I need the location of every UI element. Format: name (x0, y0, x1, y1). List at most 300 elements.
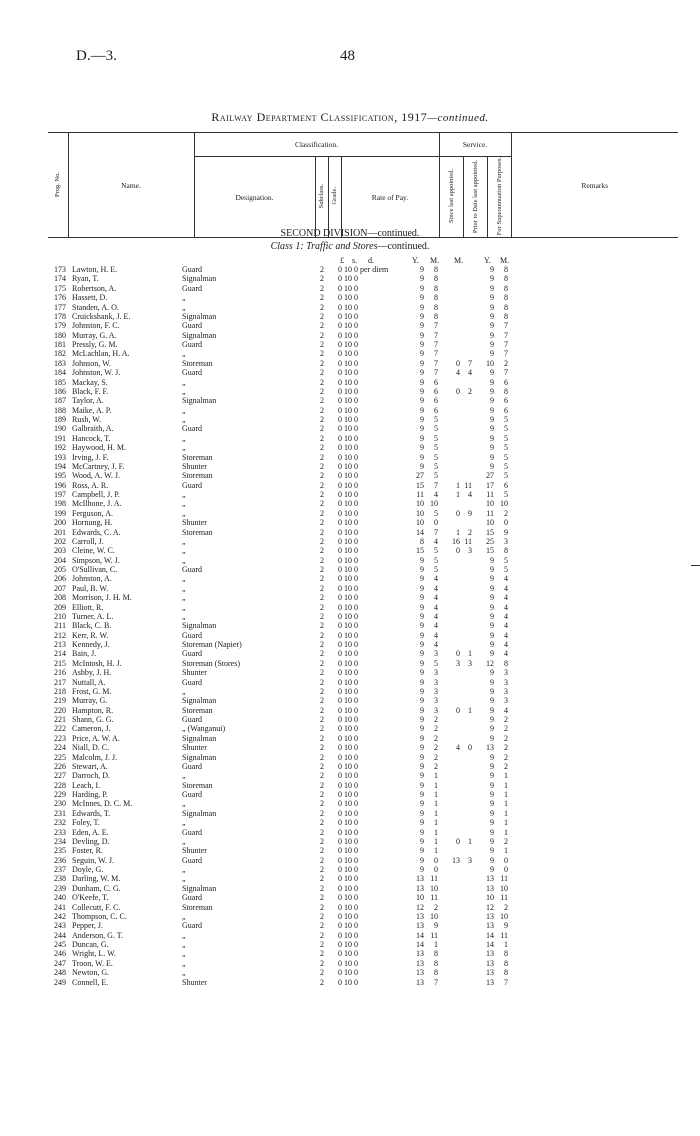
cell-pay: 0 10 0 (338, 546, 358, 556)
cell-no: 197 (54, 490, 66, 499)
cell-sub: 2 (320, 893, 324, 903)
cell-no: 188 (54, 405, 66, 415)
cell-desig: Guard (182, 368, 202, 378)
cell-y1: 11 (416, 490, 424, 499)
cell-y3: 9 (490, 677, 494, 687)
cell-y3: 9 (490, 330, 494, 340)
cell-m3: 6 (504, 405, 508, 415)
table-row (48, 518, 668, 527)
cell-y1: 9 (420, 790, 424, 799)
cell-m3: 8 (504, 949, 508, 959)
cell-y3: 9 (490, 311, 494, 321)
cell-m3: 11 (500, 930, 508, 940)
cell-no: 185 (54, 377, 66, 387)
table-row (48, 931, 668, 940)
cell-desig: Guard (182, 893, 202, 903)
cell-desig: Signalman (182, 752, 217, 762)
cell-y1: 9 (420, 452, 424, 462)
cell-desig: Shunter (182, 846, 207, 856)
cell-m3: 0 (504, 518, 508, 528)
cell-m3: 3 (504, 686, 508, 696)
cell-name: Kerr, R. W. (72, 630, 109, 640)
cell-name: Black, C. B. (72, 621, 112, 631)
cell-sub: 2 (320, 274, 324, 284)
cell-desig: „ (182, 443, 186, 453)
cell-y3: 9 (490, 780, 494, 790)
cell-no: 211 (54, 621, 66, 631)
cell-y1: 9 (420, 293, 424, 303)
cell-y3: 9 (490, 386, 494, 396)
cell-name: Hornung, H. (72, 518, 113, 528)
cell-y1: 13 (416, 958, 424, 968)
cell-name: Campbell, J. P. (72, 490, 120, 499)
table-row (48, 312, 668, 321)
cell-name: Devling, D. (72, 836, 110, 846)
cell-name: Harding, P. (72, 790, 108, 799)
cell-m1: 1 (434, 799, 438, 809)
cell-m3: 2 (504, 743, 508, 753)
cell-m1: 1 (434, 827, 438, 837)
cell-sub: 2 (320, 640, 324, 649)
cell-no: 234 (54, 836, 66, 846)
cell-pay: 0 10 0 (338, 715, 358, 724)
cell-y3: 27 (486, 471, 494, 481)
cell-pay: 0 10 0 (338, 640, 358, 649)
cell-no: 182 (54, 349, 66, 359)
cell-pay: 0 10 0 (338, 949, 358, 959)
cell-y3: 9 (490, 715, 494, 724)
cell-sub: 2 (320, 340, 324, 349)
cell-m3: 2 (504, 733, 508, 743)
cell-y1: 9 (420, 705, 424, 715)
cell-m1: 6 (434, 405, 438, 415)
cell-sub: 2 (320, 846, 324, 856)
cell-no: 194 (54, 461, 66, 471)
table-row (48, 603, 668, 612)
cell-name: Pepper, J. (72, 921, 104, 931)
cell-m2: 4 (468, 368, 472, 378)
cell-y3: 9 (490, 668, 494, 678)
cell-no: 212 (54, 630, 66, 640)
cell-m1: 4 (434, 602, 438, 612)
cell-desig: „ (182, 415, 186, 424)
cell-y3: 13 (486, 968, 494, 978)
cell-y1: 9 (420, 818, 424, 828)
cell-no: 221 (54, 715, 66, 724)
cell-y3: 13 (486, 949, 494, 959)
cell-sub: 2 (320, 836, 324, 846)
cell-no: 222 (54, 724, 66, 734)
cell-sub: 2 (320, 780, 324, 790)
cell-y3: 9 (490, 265, 494, 274)
cell-y1: 9 (420, 827, 424, 837)
cell-sub: 2 (320, 433, 324, 443)
cell-pay: 0 10 0 (338, 940, 358, 949)
cell-name: Elliott, R. (72, 602, 104, 612)
table-row (48, 631, 668, 640)
cell-sub: 2 (320, 630, 324, 640)
cell-pay: 0 10 0 (338, 827, 358, 837)
cell-name: Johnston, F. C. (72, 321, 120, 331)
cell-m3: 8 (504, 658, 508, 668)
cell-desig: „ (Wanganui) (182, 724, 226, 734)
cell-m1: 4 (434, 583, 438, 593)
cell-m1: 10 (430, 883, 438, 893)
cell-pay: 0 10 0 (338, 471, 358, 481)
cell-desig: Guard (182, 677, 202, 687)
cell-m1: 8 (434, 274, 438, 284)
cell-desig: Shunter (182, 743, 207, 753)
cell-desig: Storeman (Napier) (182, 640, 242, 649)
cell-no: 237 (54, 865, 66, 874)
cell-pay: 0 10 0 (338, 274, 358, 284)
cell-m3: 8 (504, 958, 508, 968)
superannuation-header: For Superannuation Purposes. (487, 157, 511, 238)
cell-y3: 9 (490, 696, 494, 706)
cell-desig: Guard (182, 649, 202, 659)
cell-no: 187 (54, 396, 66, 406)
cell-desig: Guard (182, 283, 202, 293)
cell-pay: 0 10 0 (338, 461, 358, 471)
cell-y1: 9 (420, 677, 424, 687)
cell-name: Simpson, W. J. (72, 555, 120, 565)
cell-pay: 0 10 0 (338, 311, 358, 321)
cell-no: 200 (54, 518, 66, 528)
cell-no: 245 (54, 940, 66, 949)
cell-m1: 4 (434, 593, 438, 603)
cell-sub: 2 (320, 902, 324, 912)
cell-y3: 9 (490, 368, 494, 378)
cell-name: Darroch, D. (72, 771, 110, 781)
cell-name: Black, F. F. (72, 386, 109, 396)
cell-m3: 11 (500, 893, 508, 903)
cell-desig: „ (182, 490, 186, 499)
cell-m3: 8 (504, 293, 508, 303)
cell-y3: 9 (490, 274, 494, 284)
table-row (48, 818, 668, 827)
service-header: Service. (439, 133, 511, 157)
cell-sub: 2 (320, 790, 324, 799)
cell-desig: Storeman (182, 902, 213, 912)
cell-y3: 9 (490, 574, 494, 584)
cell-m1: 1 (434, 808, 438, 818)
unit-pence: d. (368, 256, 374, 265)
cell-no: 217 (54, 677, 66, 687)
cell-sub: 2 (320, 677, 324, 687)
cell-m1: 2 (434, 733, 438, 743)
table-row (48, 546, 668, 555)
cell-name: Stewart, A. (72, 761, 108, 771)
cell-y3: 9 (490, 593, 494, 603)
cell-name: Shann, G. G. (72, 715, 114, 724)
cell-name: Rush, W. (72, 415, 102, 424)
cell-pay: 0 10 0 (338, 968, 358, 978)
cell-no: 233 (54, 827, 66, 837)
cell-m1: 7 (434, 358, 438, 368)
cell-m3: 8 (504, 302, 508, 312)
cell-pay: 0 10 0 (338, 658, 358, 668)
cell-y3: 9 (490, 818, 494, 828)
cell-no: 230 (54, 799, 66, 809)
column-header-table (48, 132, 678, 238)
table-row (48, 940, 668, 949)
cell-y1: 9 (420, 283, 424, 293)
cell-m1: 7 (434, 330, 438, 340)
cell-no: 225 (54, 752, 66, 762)
cell-y1: 10 (416, 518, 424, 528)
cell-y3: 9 (490, 808, 494, 818)
cell-m3: 4 (504, 611, 508, 621)
cell-m3: 7 (504, 977, 508, 987)
cell-no: 184 (54, 368, 66, 378)
cell-name: Foley, T. (72, 818, 100, 828)
cell-m3: 5 (504, 471, 508, 481)
cell-y1: 9 (420, 424, 424, 434)
cell-sub: 2 (320, 330, 324, 340)
cell-name: Edwards, T. (72, 808, 111, 818)
cell-y1: 14 (416, 940, 424, 949)
cell-m2: 4 (468, 490, 472, 499)
table-row (48, 968, 668, 977)
cell-no: 199 (54, 508, 66, 518)
cell-y1: 9 (420, 630, 424, 640)
cell-m3: 5 (504, 433, 508, 443)
cell-name: Bain, J. (72, 649, 97, 659)
table-row (48, 978, 668, 987)
cell-y1: 9 (420, 433, 424, 443)
prog-no-header: Prog. No. (48, 133, 68, 238)
cell-sub: 2 (320, 715, 324, 724)
cell-y3: 12 (486, 658, 494, 668)
cell-y3: 11 (486, 508, 494, 518)
cell-y1: 9 (420, 752, 424, 762)
cell-y2: 4 (456, 368, 460, 378)
cell-y3: 9 (490, 321, 494, 331)
cell-name: McInnes, D. C. M. (72, 799, 133, 809)
table-row (48, 696, 668, 705)
table-row (48, 790, 668, 799)
cell-y1: 9 (420, 724, 424, 734)
cell-y1: 9 (420, 265, 424, 274)
cell-pay: 0 10 0 (338, 340, 358, 349)
cell-name: Hassett, D. (72, 293, 108, 303)
cell-y1: 9 (420, 368, 424, 378)
table-row (48, 724, 668, 733)
cell-m1: 8 (434, 293, 438, 303)
cell-y3: 13 (486, 977, 494, 987)
cell-name: Ferguson, A. (72, 508, 113, 518)
cell-y1: 9 (420, 461, 424, 471)
cell-y2: 16 (452, 536, 460, 546)
cell-y3: 9 (490, 424, 494, 434)
cell-desig: Guard (182, 790, 202, 799)
cell-name: Foster, R. (72, 846, 104, 856)
cell-name: Haywood, H. M. (72, 443, 126, 453)
table-row (48, 443, 668, 452)
cell-no: 231 (54, 808, 66, 818)
cell-y3: 11 (486, 490, 494, 499)
cell-y3: 9 (490, 433, 494, 443)
cell-m1: 0 (434, 855, 438, 865)
cell-desig: „ (182, 930, 186, 940)
cell-no: 195 (54, 471, 66, 481)
cell-sub: 2 (320, 968, 324, 978)
cell-y2: 0 (456, 649, 460, 659)
cell-name: Ryan, T. (72, 274, 99, 284)
cell-name: Irving, J. F. (72, 452, 109, 462)
cell-no: 218 (54, 686, 66, 696)
cell-name: Murray, G. (72, 696, 108, 706)
cell-sub: 2 (320, 977, 324, 987)
cell-desig: Guard (182, 715, 202, 724)
cell-desig: Storeman (182, 452, 213, 462)
cell-pay: 0 10 0 (338, 349, 358, 359)
cell-y3: 9 (490, 302, 494, 312)
cell-y1: 13 (416, 949, 424, 959)
cell-name: Malcolm, J. J. (72, 752, 118, 762)
cell-desig: „ (182, 574, 186, 584)
cell-desig: „ (182, 968, 186, 978)
cell-m3: 7 (504, 340, 508, 349)
cell-no: 226 (54, 761, 66, 771)
name-header: Name. (68, 133, 194, 238)
cell-m3: 1 (504, 771, 508, 781)
cell-sub: 2 (320, 949, 324, 959)
cell-y3: 17 (486, 480, 494, 490)
cell-no: 244 (54, 930, 66, 940)
cell-no: 224 (54, 743, 66, 753)
table-row (48, 349, 668, 358)
cell-name: Galbraith, A. (72, 424, 114, 434)
cell-desig: „ (182, 546, 186, 556)
cell-sub: 2 (320, 368, 324, 378)
cell-m3: 2 (504, 724, 508, 734)
cell-y2: 1 (456, 490, 460, 499)
cell-m1: 10 (430, 911, 438, 921)
cell-y1: 13 (416, 883, 424, 893)
cell-no: 232 (54, 818, 66, 828)
cell-y1: 13 (416, 911, 424, 921)
cell-m3: 9 (504, 527, 508, 537)
cell-pay: 0 10 0 (338, 443, 358, 453)
cell-desig: „ (182, 583, 186, 593)
cell-sub: 2 (320, 621, 324, 631)
table-row (48, 678, 668, 687)
cell-desig: Storeman (182, 705, 213, 715)
cell-name: Collecutt, F. C. (72, 902, 121, 912)
cell-m1: 5 (434, 433, 438, 443)
cell-name: Johnston, A. (72, 574, 112, 584)
cell-pay: 0 10 0 (338, 302, 358, 312)
cell-sub: 2 (320, 799, 324, 809)
cell-m1: 10 (430, 499, 438, 509)
cell-sub: 2 (320, 593, 324, 603)
cell-y1: 9 (420, 658, 424, 668)
cell-m3: 7 (504, 321, 508, 331)
cell-name: Newton, G. (72, 968, 110, 978)
cell-m1: 4 (434, 621, 438, 631)
cell-desig: „ (182, 836, 186, 846)
cell-y3: 9 (490, 649, 494, 659)
cell-m3: 7 (504, 368, 508, 378)
rate-of-pay-header: Rate of Pay. (341, 157, 439, 238)
cell-m1: 7 (434, 527, 438, 537)
cell-m1: 4 (434, 630, 438, 640)
designation-header: Designation. (194, 157, 315, 238)
cell-name: Ross, A. R. (72, 480, 109, 490)
cell-pay: 0 10 0 (338, 415, 358, 424)
cell-pay: 0 10 0 (338, 358, 358, 368)
since-last-header: Since last appointed. (439, 157, 463, 238)
cell-m2: 3 (468, 855, 472, 865)
cell-pay: 0 10 0 (338, 536, 358, 546)
table-row (48, 293, 668, 302)
cell-name: McCartney, J. F. (72, 461, 125, 471)
cell-y1: 9 (420, 330, 424, 340)
cell-m3: 8 (504, 386, 508, 396)
cell-no: 242 (54, 911, 66, 921)
cell-desig: „ (182, 593, 186, 603)
cell-y1: 9 (420, 761, 424, 771)
cell-y1: 9 (420, 443, 424, 453)
cell-y3: 9 (490, 827, 494, 837)
cell-sub: 2 (320, 490, 324, 499)
cell-y1: 9 (420, 274, 424, 284)
cell-desig: Signalman (182, 733, 217, 743)
cell-y1: 9 (420, 855, 424, 865)
cell-sub: 2 (320, 480, 324, 490)
cell-no: 236 (54, 855, 66, 865)
cell-y1: 9 (420, 649, 424, 659)
cell-sub: 2 (320, 415, 324, 424)
table-row (48, 753, 668, 762)
table-row (48, 593, 668, 602)
cell-m1: 3 (434, 696, 438, 706)
cell-name: Standen, A. O. (72, 302, 119, 312)
cell-name: Mackay, S. (72, 377, 108, 387)
table-row (48, 584, 668, 593)
cell-m3: 5 (504, 565, 508, 574)
table-row (48, 434, 668, 443)
table-row (48, 828, 668, 837)
cell-name: Eden, A. E. (72, 827, 109, 837)
cell-y3: 9 (490, 565, 494, 574)
cell-desig: Signalman (182, 396, 217, 406)
cell-pay: 0 10 0 (338, 611, 358, 621)
cell-y1: 14 (416, 930, 424, 940)
cell-y3: 10 (486, 499, 494, 509)
cell-m1: 1 (434, 846, 438, 856)
cell-m1: 3 (434, 705, 438, 715)
cell-name: O'Keefe, T. (72, 893, 109, 903)
table-row (48, 565, 668, 574)
cell-m1: 8 (434, 949, 438, 959)
table-row (48, 556, 668, 565)
cell-y1: 13 (416, 968, 424, 978)
cell-m1: 4 (434, 574, 438, 584)
cell-y1: 9 (420, 321, 424, 331)
cell-pay: 0 10 0 (338, 377, 358, 387)
unit-years-1: Y. (412, 256, 419, 265)
cell-m1: 5 (434, 424, 438, 434)
cell-no: 201 (54, 527, 66, 537)
cell-m1: 9 (434, 921, 438, 931)
cell-y1: 8 (420, 536, 424, 546)
cell-no: 206 (54, 574, 66, 584)
cell-name: Dunham, C. G. (72, 883, 121, 893)
cell-no: 174 (54, 274, 66, 284)
cell-y3: 10 (486, 893, 494, 903)
